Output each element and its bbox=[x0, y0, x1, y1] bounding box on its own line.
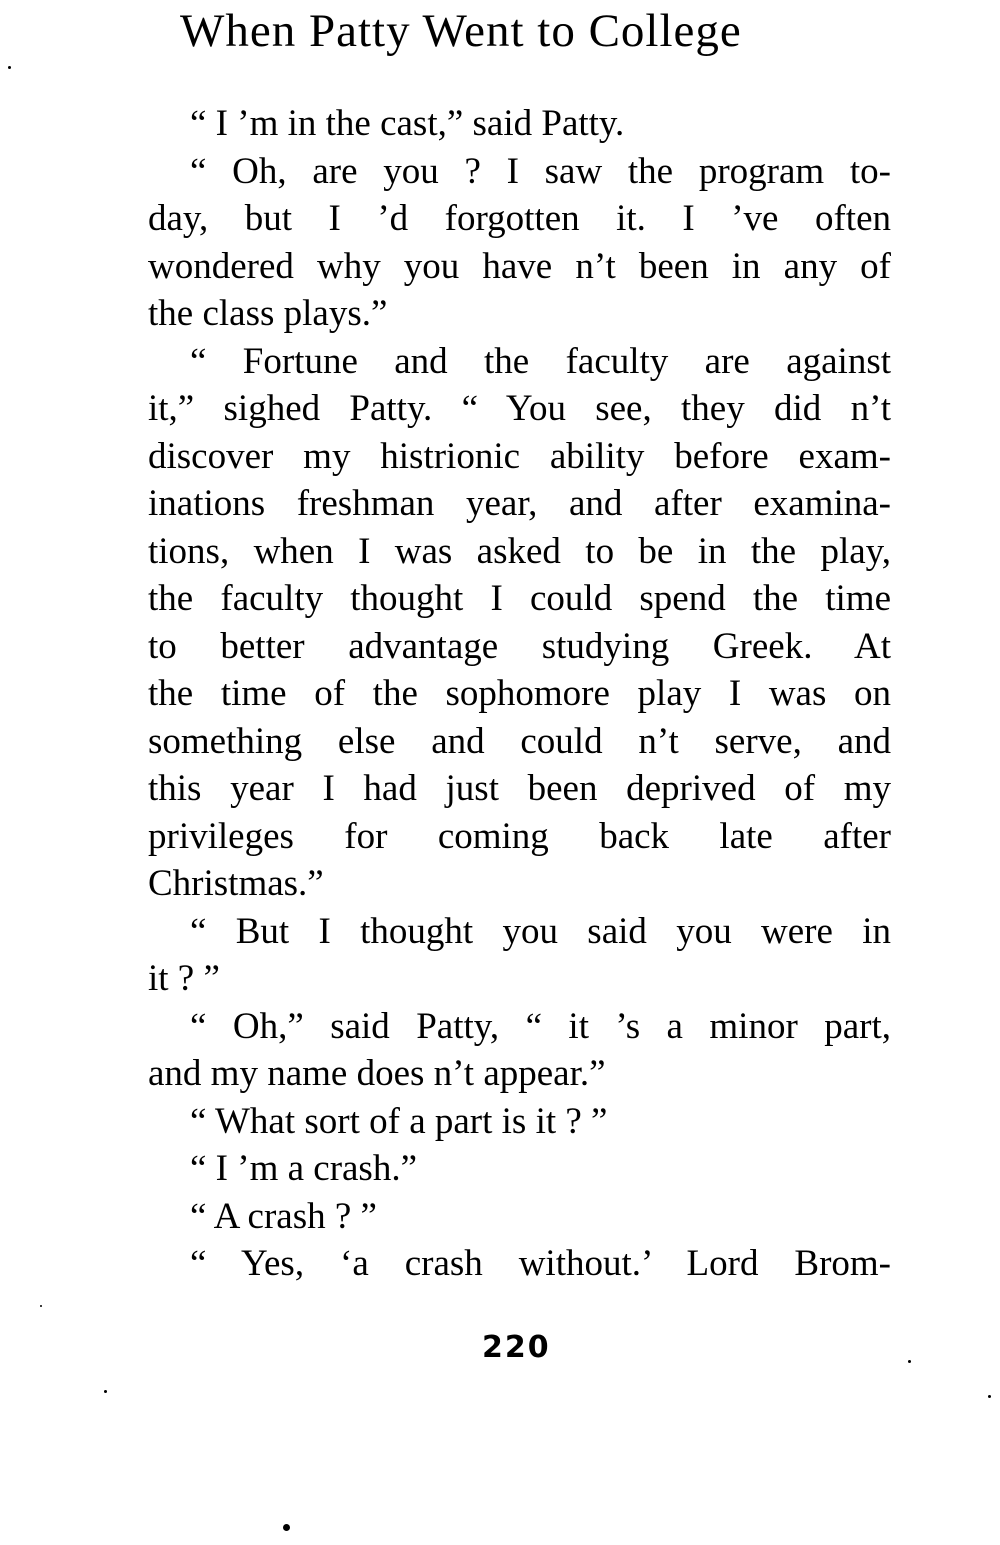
text-line: and my name does n’t appear.” bbox=[148, 1053, 606, 1094]
scan-speck bbox=[40, 1305, 42, 1307]
text-line: something else and could n’t serve, and bbox=[148, 720, 891, 762]
scan-speck bbox=[283, 1524, 290, 1531]
scan-speck bbox=[104, 1390, 107, 1393]
text-line: “ What sort of a part is it ? ” bbox=[190, 1100, 608, 1142]
scan-speck bbox=[8, 66, 11, 69]
text-line: this year I had just been deprived of my bbox=[148, 768, 891, 809]
text-line: “ I ’m in the cast,” said Patty. bbox=[190, 103, 625, 144]
text-line: “ Oh,” said Patty, “ it ’s a minor part, bbox=[190, 1005, 891, 1047]
text-line: it ? ” bbox=[148, 958, 220, 999]
text-line: Christmas.” bbox=[148, 863, 324, 904]
body-text bbox=[148, 100, 891, 1288]
text-line: the faculty thought I could spend the time bbox=[148, 578, 891, 619]
text-line: “ A crash ? ” bbox=[190, 1195, 377, 1237]
text-line: inations freshman year, and after examina- bbox=[148, 483, 891, 524]
scan-speck bbox=[988, 1395, 991, 1398]
scan-speck bbox=[908, 1360, 911, 1363]
text-line: “ I ’m a crash.” bbox=[190, 1148, 418, 1189]
text-line: the time of the sophomore play I was on bbox=[148, 673, 891, 714]
text-line: “ But I thought you said you were in bbox=[190, 910, 891, 952]
text-line: to better advantage studying Greek. At bbox=[148, 625, 891, 667]
text-line: “ Oh, are you ? I saw the program to- bbox=[190, 150, 891, 192]
text-line: privileges for coming back late after bbox=[148, 815, 891, 857]
text-line: tions, when I was asked to be in the play, bbox=[148, 530, 891, 572]
page-number: 220 bbox=[482, 1330, 551, 1365]
text-line: it,” sighed Patty. “ You see, they did n’t bbox=[148, 388, 891, 429]
text-line: “ Yes, ‘a crash without.’ Lord Brom- bbox=[190, 1243, 891, 1284]
text-line: day, but I ’d forgotten it. I ’ve often bbox=[148, 198, 891, 239]
text-line: discover my histrionic ability before exam- bbox=[148, 435, 891, 477]
text-line: the class plays.” bbox=[148, 293, 388, 334]
text-line: wondered why you have n’t been in any of bbox=[148, 245, 891, 287]
running-head: When Patty Went to College bbox=[180, 5, 742, 57]
text-line: “ Fortune and the faculty are against bbox=[190, 340, 891, 382]
